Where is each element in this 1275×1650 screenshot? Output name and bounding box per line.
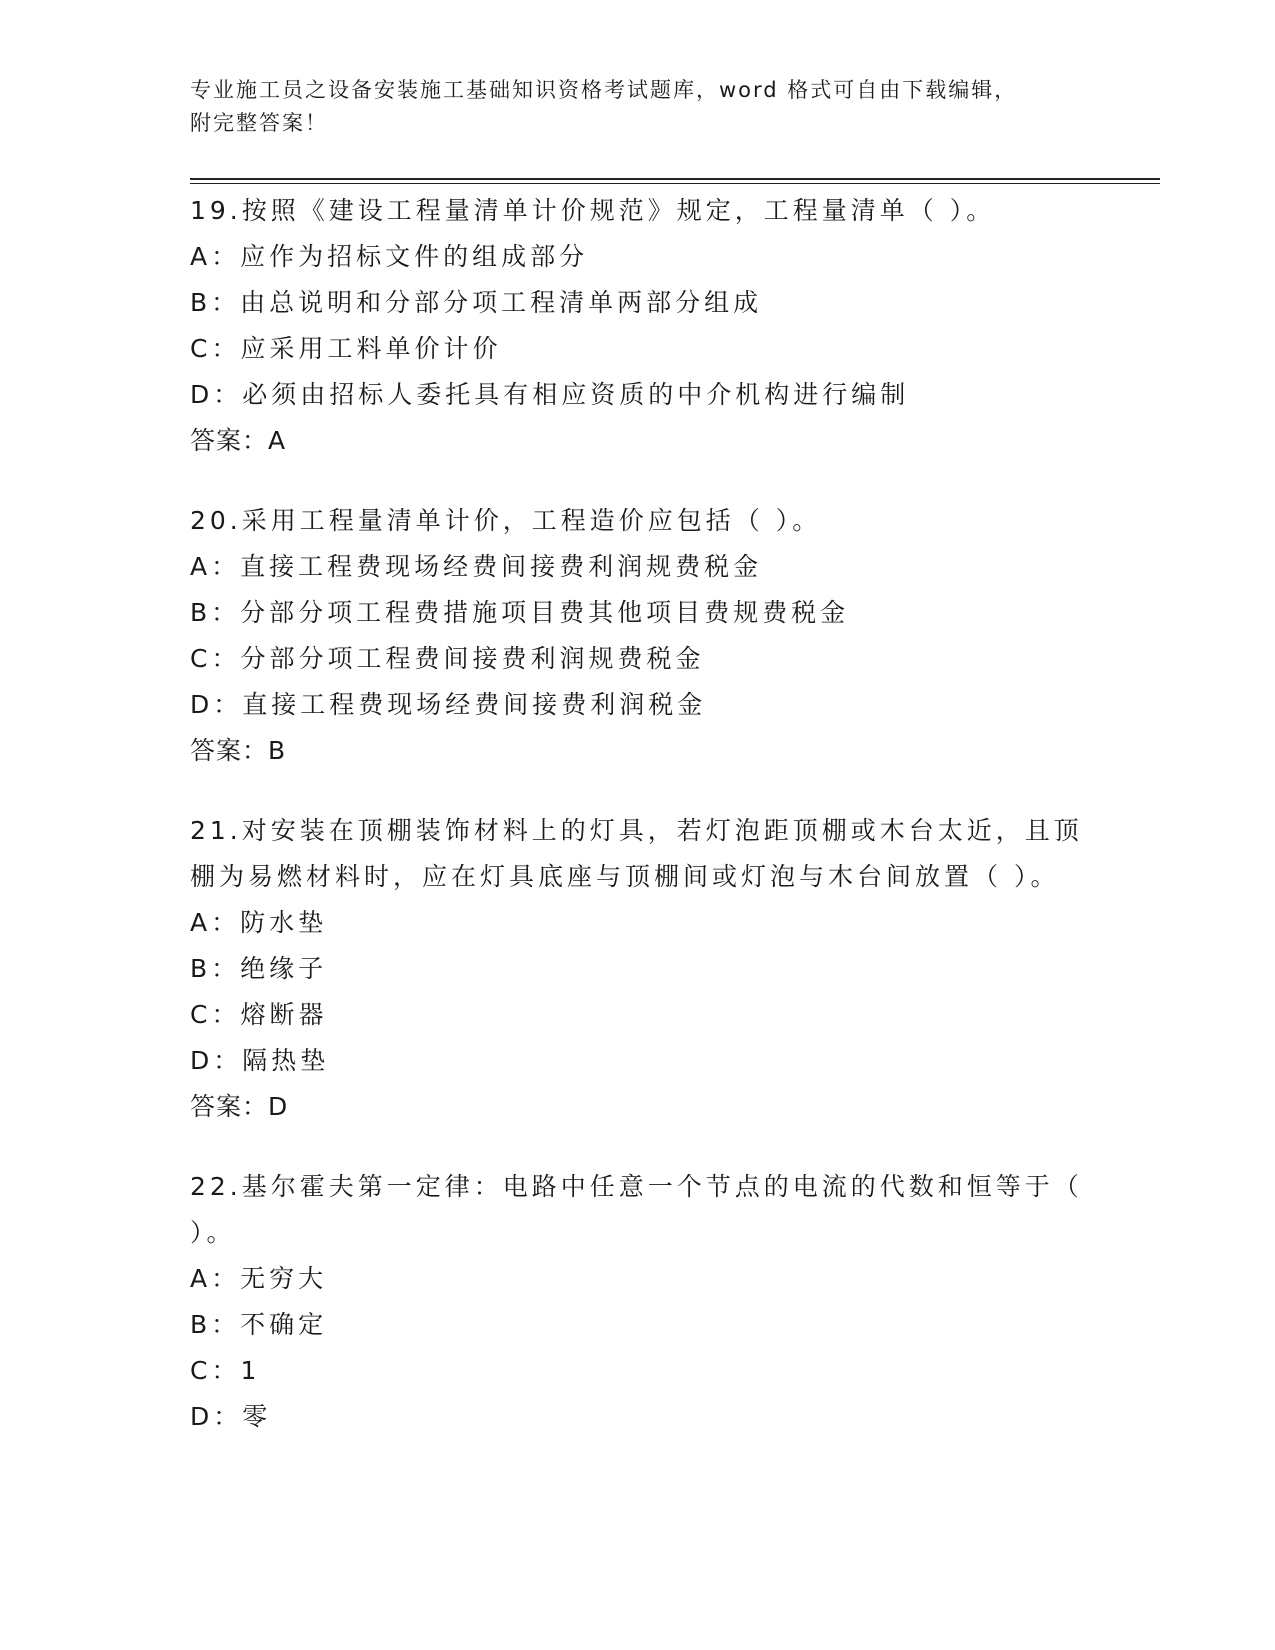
option-d: D：必须由招标人委托具有相应资质的中介机构进行编制: [190, 380, 910, 409]
question-20: [190, 498, 1090, 774]
option-a: A：防水垫: [190, 908, 328, 937]
option-c: C：应采用工料单价计价: [190, 334, 502, 363]
question-stem-line-2: 棚为易燃材料时，应在灯具底座与顶棚间或灯泡与木台间放置（ ）。: [190, 862, 1060, 891]
option-b: B：绝缘子: [190, 954, 328, 983]
option-d: D：隔热垫: [190, 1046, 330, 1075]
header-divider-thin: [190, 183, 1160, 184]
option-a: A：无穷大: [190, 1264, 328, 1293]
answer-label: 答案：B: [190, 736, 287, 765]
question-stem-line-1: 21.对安装在顶棚装饰材料上的灯具，若灯泡距顶棚或木台太近，且顶: [190, 816, 1083, 845]
option-d: D：直接工程费现场经费间接费利润税金: [190, 690, 707, 719]
option-a: A：直接工程费现场经费间接费利润规费税金: [190, 552, 763, 581]
question-stem-line-1: 22.基尔霍夫第一定律：电路中任意一个节点的电流的代数和恒等于（: [190, 1172, 1083, 1201]
header-line-1: 专业施工员之设备安装施工基础知识资格考试题库，word 格式可自由下载编辑，: [190, 78, 1018, 102]
answer-label: 答案：A: [190, 426, 287, 455]
question-list: [190, 188, 1090, 1474]
header-line-2: 附完整答案！: [190, 111, 328, 135]
option-c: C：分部分项工程费间接费利润规费税金: [190, 644, 705, 673]
option-c: C：1: [190, 1356, 261, 1385]
option-b: B：分部分项工程费措施项目费其他项目费规费税金: [190, 598, 850, 627]
option-b: B：不确定: [190, 1310, 328, 1339]
question-19: [190, 188, 1090, 464]
question-22: [190, 1164, 1090, 1440]
option-a: A：应作为招标文件的组成部分: [190, 242, 589, 271]
question-stem: 19.按照《建设工程量清单计价规范》规定，工程量清单（ ）。: [190, 196, 996, 225]
question-stem-line-2: ）。: [190, 1218, 236, 1247]
option-c: C：熔断器: [190, 1000, 328, 1029]
answer-label: 答案：D: [190, 1092, 289, 1121]
option-b: B：由总说明和分部分项工程清单两部分组成: [190, 288, 763, 317]
question-stem: 20.采用工程量清单计价，工程造价应包括（ ）。: [190, 506, 822, 535]
question-21: [190, 808, 1090, 1130]
header-divider-thick: [190, 178, 1160, 180]
option-d: D：零: [190, 1402, 272, 1431]
document-header: [190, 74, 1090, 140]
